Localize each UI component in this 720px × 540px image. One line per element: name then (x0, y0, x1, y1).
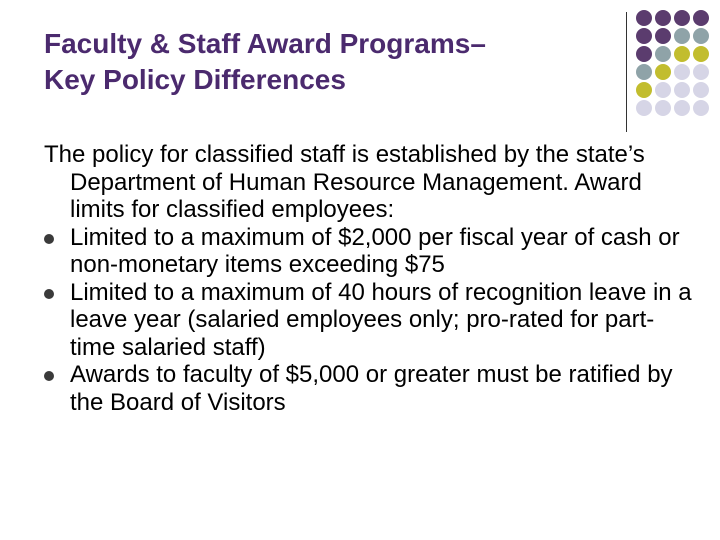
decorative-dot (655, 64, 671, 80)
decorative-dot (655, 46, 671, 62)
decorative-dot (636, 64, 652, 80)
bullet-dot-icon (44, 289, 54, 299)
decorative-dot (636, 10, 652, 26)
decorative-dot (674, 46, 690, 62)
title-line-2: Key Policy Differences (44, 64, 346, 95)
slide-body (44, 141, 694, 416)
intro-paragraph: The policy for classified staff is established by the state’s Department of Human Resource Management. Award limits for classified employees: (44, 141, 645, 223)
bullet-dot-icon (44, 371, 54, 381)
decorative-dot (693, 100, 709, 116)
decorative-dot-grid (636, 10, 720, 120)
decorative-dot (674, 64, 690, 80)
bullet-text: Limited to a maximum of 40 hours of recognition leave in a leave year (salaried employees only; pro-rated for part-time salaried staff) (70, 278, 692, 361)
decorative-dot (636, 28, 652, 44)
decorative-dot (693, 82, 709, 98)
decorative-dot (655, 10, 671, 26)
bullet-item (44, 224, 694, 279)
bullet-item (44, 361, 694, 416)
decorative-dot (655, 82, 671, 98)
bullet-text: Awards to faculty of $5,000 or greater must be ratified by the Board of Visitors (70, 361, 673, 416)
decorative-dot (636, 100, 652, 116)
bullet-item (44, 279, 694, 362)
bullet-text: Limited to a maximum of $2,000 per fiscal year of cash or non-monetary items exceeding $75 (70, 223, 680, 278)
vertical-divider (626, 12, 627, 132)
decorative-dot (636, 46, 652, 62)
decorative-dot (636, 82, 652, 98)
decorative-dot (693, 46, 709, 62)
decorative-dot (674, 28, 690, 44)
title-line-1: Faculty & Staff Award Programs– (44, 28, 486, 59)
decorative-dot (693, 28, 709, 44)
decorative-dot (674, 82, 690, 98)
decorative-dot (674, 10, 690, 26)
decorative-dot (693, 64, 709, 80)
decorative-dot (693, 10, 709, 26)
decorative-dot (655, 28, 671, 44)
decorative-dot (674, 100, 690, 116)
decorative-dot (655, 100, 671, 116)
bullet-dot-icon (44, 234, 54, 244)
slide-title (44, 26, 614, 98)
